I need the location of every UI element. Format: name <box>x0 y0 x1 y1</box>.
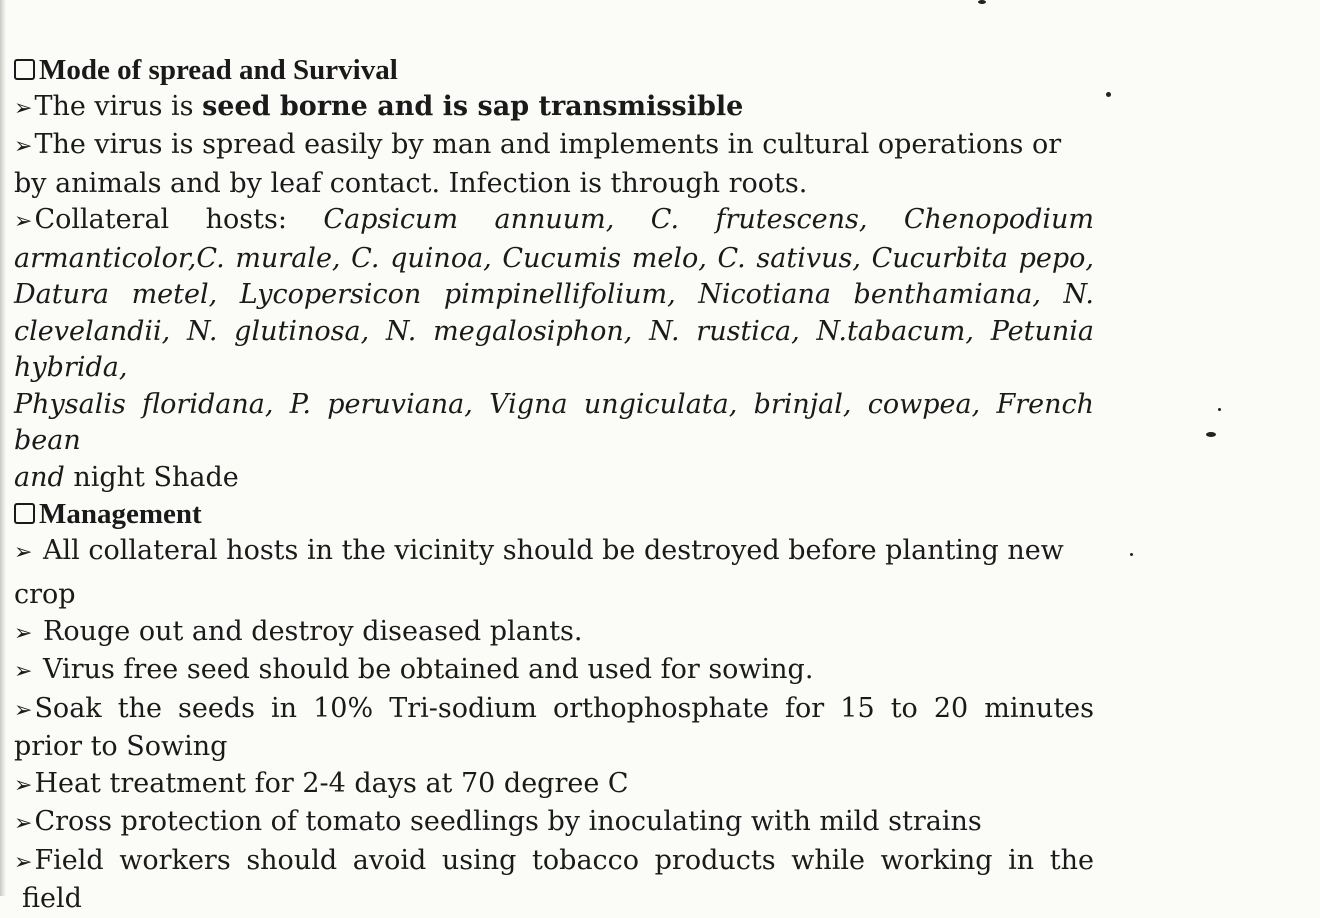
hosts-line: clevelandii, N. glutinosa, N. megalosiphon, N. rustica, N.tabacum, Petunia hybrida, <box>14 315 1094 383</box>
management-item: crop <box>14 579 76 610</box>
hosts-line: Datura metel, Lycopersicon pimpinellifolium, Nicotiana benthamiana, N. <box>14 279 1094 310</box>
arrow-bullet-icon: ➢ <box>14 539 33 565</box>
arrow-bullet-icon: ➢ <box>14 134 33 159</box>
hosts-line: armanticolor,C. murale, C. quinoa, Cucumis melo, C. sativus, Cucurbita pepo, <box>14 242 1094 274</box>
speck <box>1106 92 1111 97</box>
hosts-line: ➢Collateral hosts: Capsicum annuum, C. frutescens, Chenopodium <box>14 204 1094 235</box>
management-item: ➢Field workers should avoid using tobacco products while working in the <box>14 844 1094 876</box>
management-item: ➢ Rouge out and destroy diseased plants. <box>14 615 583 647</box>
text-line: by animals and by leaf contact. Infection is through roots. <box>14 167 808 199</box>
management-item: ➢Cross protection of tomato seedlings by inoculating with mild strains <box>14 806 982 837</box>
hosts-line: Physalis floridana, P. peruviana, Vigna ungiculata, brinjal, cowpea, French bean <box>14 388 1094 456</box>
speck <box>1218 408 1221 411</box>
management-item: prior to Sowing <box>14 731 228 762</box>
speck <box>978 0 986 4</box>
section-heading-management: Management <box>14 496 1094 533</box>
arrow-bullet-icon: ➢ <box>14 849 33 875</box>
arrow-bullet-icon: ➢ <box>14 209 33 234</box>
speck <box>1130 553 1133 556</box>
arrow-bullet-icon: ➢ <box>14 697 33 723</box>
management-item: ➢ Virus free seed should be obtained and used for sowing. <box>14 654 814 685</box>
arrow-bullet-icon: ➢ <box>14 772 33 798</box>
checkbox-square-icon <box>14 59 35 80</box>
arrow-bullet-icon: ➢ <box>14 659 33 684</box>
text-line: ➢The virus is spread easily by man and implements in cultural operations or <box>14 129 1062 160</box>
speck <box>1206 432 1216 437</box>
text-line: ➢The virus is seed borne and is sap transmissible <box>14 90 744 122</box>
checkbox-square-icon <box>14 503 35 524</box>
hosts-line: and night Shade <box>14 461 239 493</box>
management-item: ➢ All collateral hosts in the vicinity should be destroyed before planting new <box>14 534 1064 566</box>
section-heading-spread: Mode of spread and Survival <box>14 52 1094 89</box>
arrow-bullet-icon: ➢ <box>14 620 33 646</box>
management-item: ➢Soak the seeds in 10% Tri-sodium orthophosphate for 15 to 20 minutes <box>14 692 1094 724</box>
page-edge-shadow <box>0 0 6 896</box>
arrow-bullet-icon: ➢ <box>14 95 33 121</box>
document-page <box>14 52 1094 918</box>
arrow-bullet-icon: ➢ <box>14 811 33 836</box>
management-item: ➢Heat treatment for 2-4 days at 70 degree C <box>14 767 629 799</box>
management-item: field <box>22 883 82 914</box>
